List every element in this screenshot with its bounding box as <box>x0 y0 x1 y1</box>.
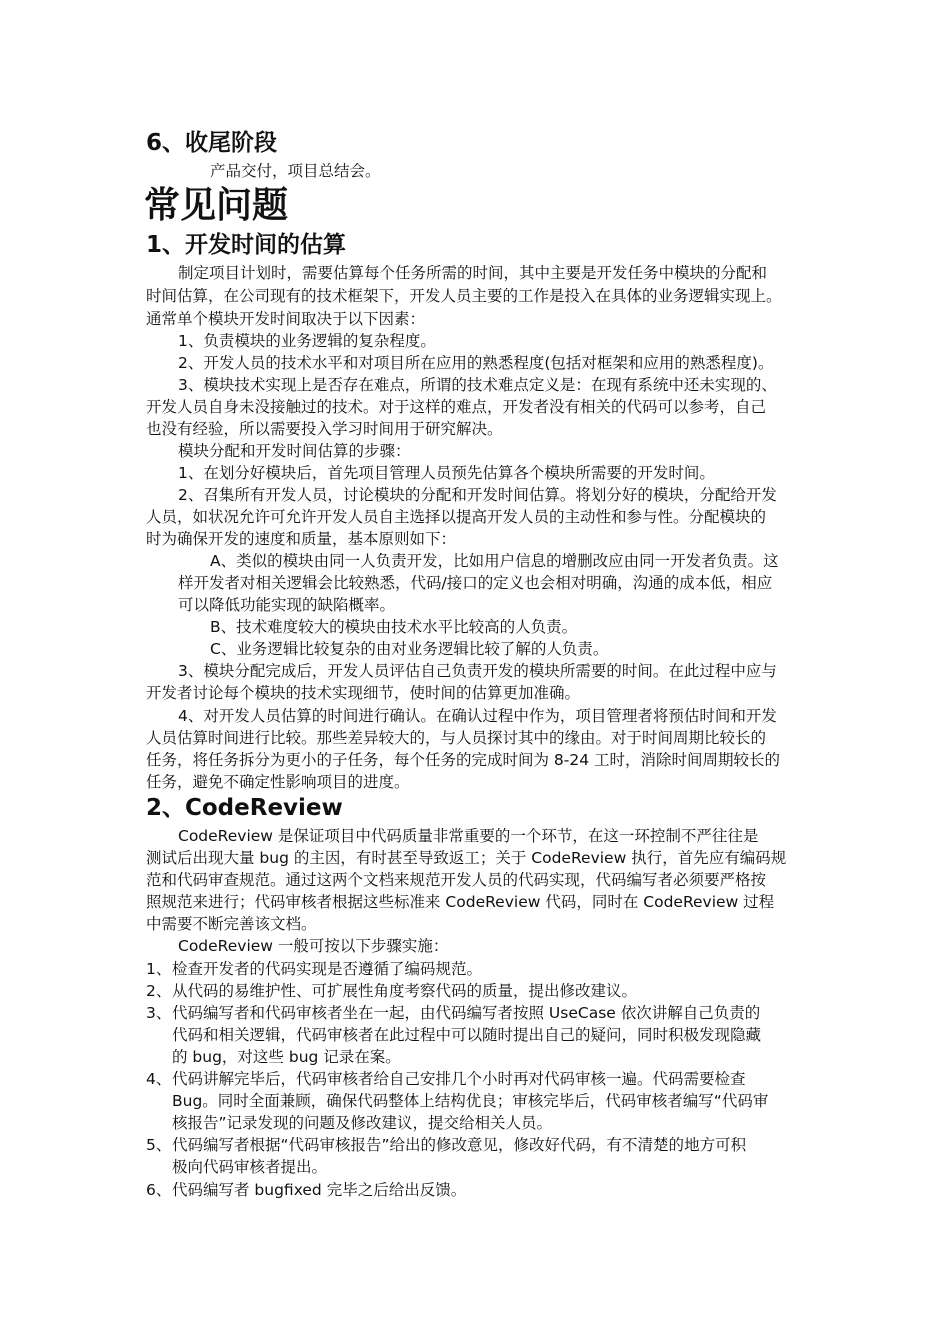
list-item-line: Bug。同时全面兼顾，确保代码整体上结构优良；审核完毕后，代码审核者编写“代码审 <box>172 1092 769 1110</box>
paragraph-line: 开发者讨论每个模块的技术实现细节，使时间的估算更加准确。 <box>146 684 581 702</box>
paragraph-line: 人员，如状况允许可允许开发人员自主选择以提高开发人员的主动性和参与性。分配模块的 <box>146 508 767 526</box>
paragraph-line: 任务，避免不确定性影响项目的进度。 <box>146 773 410 791</box>
paragraph-line: 1、在划分好模块后，首先项目管理人员预先估算各个模块所需要的开发时间。 <box>178 464 715 482</box>
paragraph-line: 3、模块技术实现上是否存在难点，所谓的技术难点定义是：在现有系统中还未实现的、 <box>178 376 777 394</box>
list-item-line: 从代码的易维护性、可扩展性角度考察代码的质量，提出修改建议。 <box>172 982 638 1000</box>
paragraph-line: C、业务逻辑比较复杂的由对业务逻辑比较了解的人负责。 <box>210 640 609 658</box>
list-item-line: 代码和相关逻辑，代码审核者在此过程中可以随时提出自己的疑问，同时积极发现隐藏 <box>172 1026 762 1044</box>
list-number: 2、 <box>146 982 172 1000</box>
list-number: 1、 <box>146 960 172 978</box>
list-item-line: 检查开发者的代码实现是否遵循了编码规范。 <box>172 960 483 978</box>
list-item-line: 代码编写者根据“代码审核报告”给出的修改意见，修改好代码，有不清楚的地方可积 <box>172 1136 747 1154</box>
paragraph-line: 时为确保开发的速度和质量，基本原则如下： <box>146 530 457 548</box>
paragraph-line: 也没有经验，所以需要投入学习时间用于研究解决。 <box>146 420 503 438</box>
paragraph-line: 任务，将任务拆分为更小的子任务，每个任务的完成时间为 8-24 工时，消除时间周期较长的 <box>146 751 781 769</box>
paragraph-line: 可以降低功能实现的缺陷概率。 <box>178 596 396 614</box>
paragraph-line: 2、召集所有开发人员，讨论模块的分配和开发时间估算。将划分好的模块，分配给开发 <box>178 486 777 504</box>
list-item-line: 代码编写者和代码审核者坐在一起，由代码编写者按照 UseCase 依次讲解自己负责的 <box>172 1004 761 1022</box>
list-item-line: 代码编写者 bugfixed 完毕之后给出反馈。 <box>172 1181 467 1199</box>
section-2-heading: 2、CodeReview <box>146 795 343 821</box>
paragraph-line: 中需要不断完善该文档。 <box>146 915 317 933</box>
paragraph-line: 范和代码审查规范。通过这两个文档来规范开发人员的代码实现，代码编写者必须要严格按 <box>146 871 767 889</box>
paragraph-line: 样开发者对相关逻辑会比较熟悉，代码/接口的定义也会相对明确，沟通的成本低，相应 <box>178 574 773 592</box>
paragraph-line: 2、开发人员的技术水平和对项目所在应用的熟悉程度(包括对框架和应用的熟悉程度)。 <box>178 354 774 372</box>
section-1-heading: 1、开发时间的估算 <box>146 232 347 258</box>
list-item-line: 代码讲解完毕后，代码审核者给自己安排几个小时再对代码审核一遍。代码需要检查 <box>172 1070 746 1088</box>
paragraph-line: 4、对开发人员估算的时间进行确认。在确认过程中作为，项目管理者将预估时间和开发 <box>178 707 777 725</box>
faq-heading: 常见问题 <box>144 185 289 226</box>
paragraph-line: CodeReview 是保证项目中代码质量非常重要的一个环节，在这一环控制不严往往是 <box>178 827 759 845</box>
list-number: 5、 <box>146 1136 172 1154</box>
paragraph-line: 测试后出现大量 bug 的主因，有时甚至导致返工；关于 CodeReview 执行，首先应有编码规 <box>146 849 787 867</box>
paragraph-line: A、类似的模块由同一人负责开发，比如用户信息的增删改应由同一开发者负责。这 <box>210 552 779 570</box>
list-item-line: 的 bug，对这些 bug 记录在案。 <box>172 1048 401 1066</box>
paragraph-line: 照规范来进行；代码审核者根据这些标准来 CodeReview 代码，同时在 CodeReview 过程 <box>146 893 775 911</box>
list-number: 4、 <box>146 1070 172 1088</box>
paragraph-line: 开发人员自身未没接触过的技术。对于这样的难点，开发者没有相关的代码可以参考，自己 <box>146 398 767 416</box>
paragraph-line: 通常单个模块开发时间取决于以下因素： <box>146 310 426 328</box>
paragraph-line: CodeReview 一般可按以下步骤实施： <box>178 937 449 955</box>
closing-body: 产品交付，项目总结会。 <box>210 162 381 180</box>
paragraph-line: 3、模块分配完成后，开发人员评估自己负责开发的模块所需要的时间。在此过程中应与 <box>178 662 777 680</box>
list-item-line: 核报告”记录发现的问题及修改建议，提交给相关人员。 <box>172 1114 553 1132</box>
paragraph-line: 时间估算，在公司现有的技术框架下，开发人员主要的工作是投入在具体的业务逻辑实现上。 <box>146 287 782 305</box>
paragraph-line: 1、负责模块的业务逻辑的复杂程度。 <box>178 332 436 350</box>
list-number: 3、 <box>146 1004 172 1022</box>
list-number: 6、 <box>146 1181 172 1199</box>
paragraph-line: B、技术难度较大的模块由技术水平比较高的人负责。 <box>210 618 578 636</box>
list-item-line: 极向代码审核者提出。 <box>172 1158 328 1176</box>
closing-heading: 6、收尾阶段 <box>146 130 278 156</box>
paragraph-line: 人员估算时间进行比较。那些差异较大的，与人员探讨其中的缘由。对于时间周期比较长的 <box>146 729 767 747</box>
paragraph-line: 模块分配和开发时间估算的步骤： <box>178 442 411 460</box>
paragraph-line: 制定项目计划时，需要估算每个任务所需的时间，其中主要是开发任务中模块的分配和 <box>178 264 768 282</box>
